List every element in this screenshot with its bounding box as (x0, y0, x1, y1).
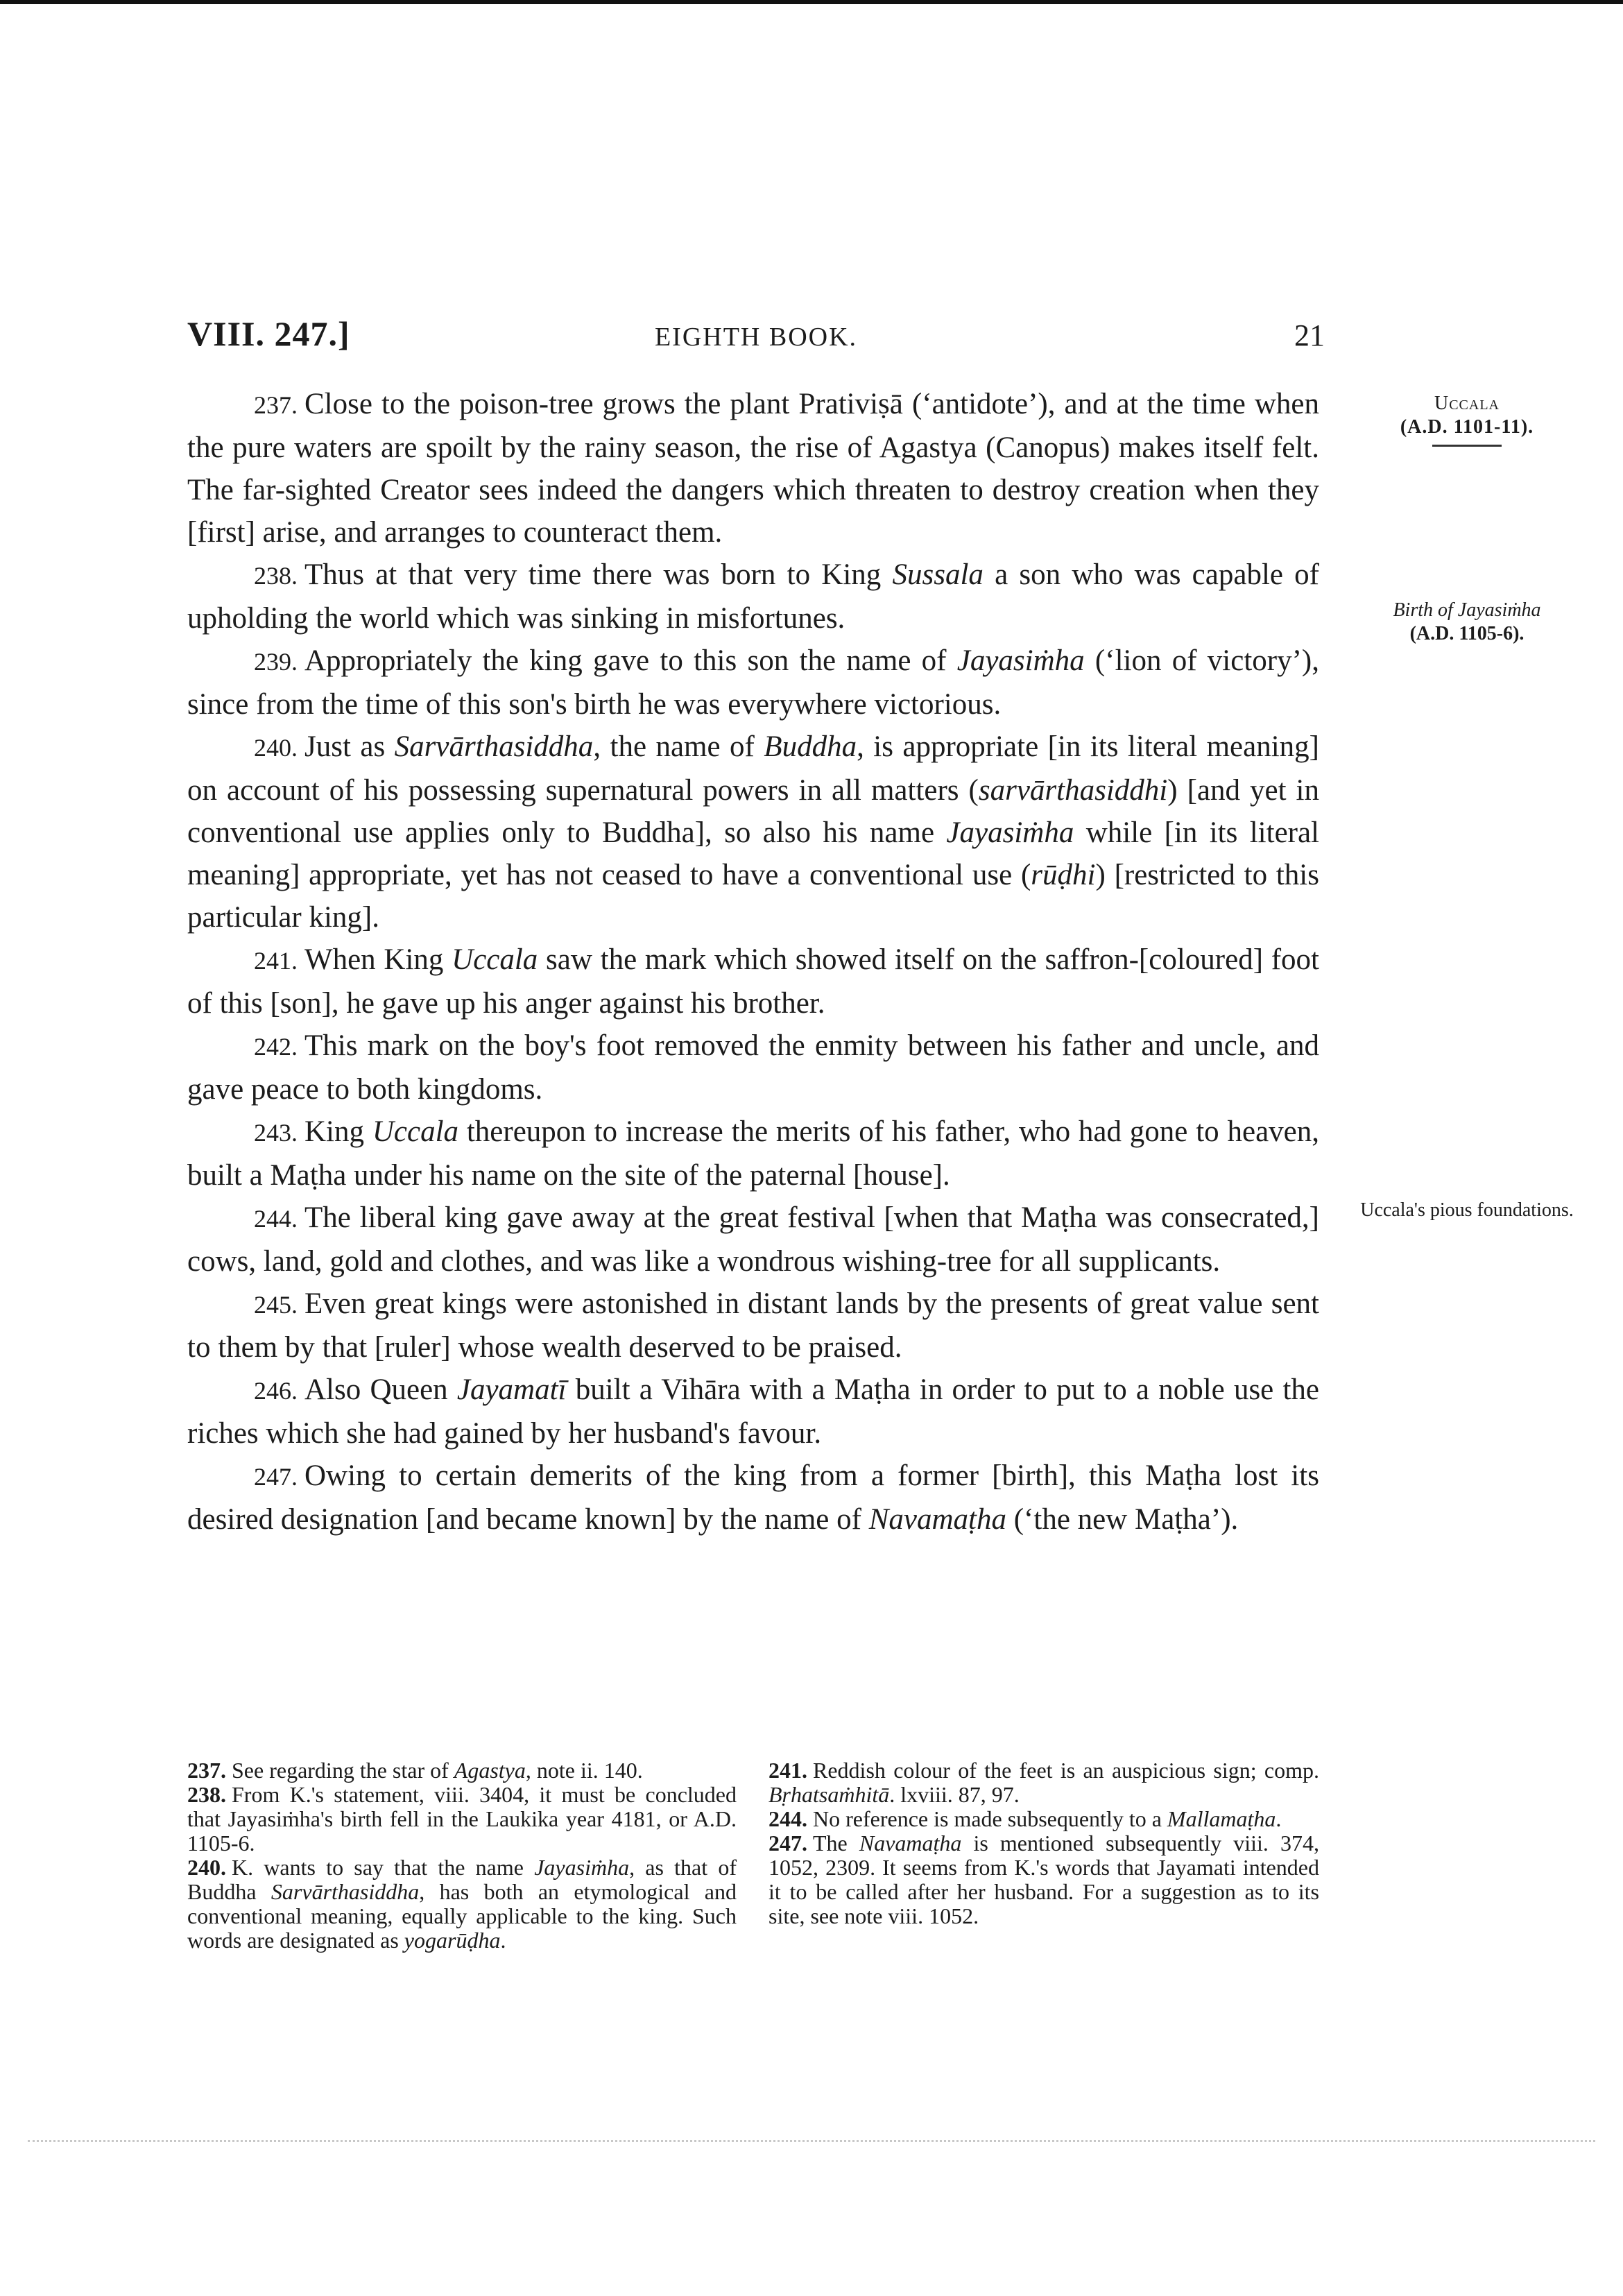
italic-text: Jayasiṁha (534, 1855, 630, 1880)
header-section-ref: VIII. 247.] (187, 314, 350, 353)
italic-text: Mallamaṭha (1167, 1806, 1276, 1831)
footnotes-left-column (187, 1758, 737, 1953)
page-number: 21 (1294, 318, 1325, 352)
text-run: This mark on the boy's foot removed the enmity between his father and uncle, and gave peace to both kingdoms. (187, 1029, 1319, 1106)
text-run: . lxviii. 87, 97. (889, 1782, 1020, 1807)
main-text (187, 383, 1319, 1541)
italic-text: Navamaṭha (868, 1503, 1006, 1536)
footnote-number: 241. (768, 1758, 807, 1783)
margin-note-rule (1432, 445, 1502, 447)
verse-paragraph (187, 383, 1319, 554)
footnote (187, 1856, 737, 1953)
verse-number: 239. (254, 648, 298, 676)
italic-text: sarvārthasiddhi (978, 774, 1168, 807)
text-run: The liberal king gave away at the great festival [when that Maṭha was consecrated,] cows, land, gold and clothes, and was like a wondrous wishing-tree for all supplicants. (187, 1201, 1319, 1278)
verse-number: 247. (254, 1463, 298, 1491)
text-run: . (1276, 1806, 1282, 1831)
verse-number: 242. (254, 1033, 298, 1061)
margin-note-title: Uccala's pious foundations. (1360, 1199, 1574, 1221)
verse-paragraph (187, 726, 1319, 939)
italic-text: Uccala (452, 943, 538, 976)
text-run: K. wants to say that the name (232, 1855, 535, 1880)
text-run: saw the mark which showed itself on the saffron-[coloured] foot of this [son], he gave up his anger against his brother. (187, 943, 1320, 1020)
text-run: , note ii. 140. (525, 1758, 643, 1783)
footnote (187, 1783, 737, 1856)
verse-paragraph (187, 1369, 1319, 1455)
margin-note-title: Uccala (1434, 393, 1500, 414)
italic-text: Navamaṭha (859, 1831, 962, 1856)
text-run: a son who was capable of upholding the world which was sinking in misfortunes. (187, 558, 1319, 635)
margin-note-title: Birth of Jayasiṁha (1393, 599, 1541, 621)
italic-text: Bṛhatsaṁhitā (768, 1782, 890, 1807)
text-run: is mentioned subsequently viii. 374, 1052, 2309. It seems from K.'s words that Jayamati intended it to be called after her husband. For a suggestion as to its site, see note viii. 1052. (768, 1831, 1320, 1928)
verse-paragraph (187, 1283, 1319, 1369)
italic-text: Agastya (454, 1758, 526, 1783)
italic-text: Buddha (764, 730, 857, 763)
verse-paragraph (187, 1111, 1319, 1197)
text-run: King (304, 1115, 372, 1148)
text-run: , as that of Buddha (187, 1855, 737, 1904)
text-run: The (813, 1831, 859, 1856)
italic-text: Sarvārthasiddha (394, 730, 594, 763)
text-run: thereupon to increase the merits of his father, who had gone to heaven, built a Maṭha under his name on the site of the paternal [house]. (187, 1115, 1320, 1192)
verse-number: 240. (254, 734, 298, 762)
text-run: Owing to certain demerits of the king from a former [birth], this Maṭha lost its desired designation [and became known] by the name of (187, 1459, 1319, 1536)
footnote (187, 1758, 737, 1783)
italic-text: Sussala (892, 558, 984, 591)
text-run: See regarding the star of (232, 1758, 454, 1783)
verse-number: 245. (254, 1291, 298, 1319)
verse-number: 238. (254, 562, 298, 590)
text-run: , the name of (593, 730, 764, 763)
margin-note-date: (A.D. 1101-11). (1400, 416, 1534, 438)
footnote-number: 244. (768, 1806, 807, 1831)
text-run: (‘lion of victory’), since from the time of this son's birth he was everywhere victorious. (187, 644, 1319, 721)
text-run: , is appropriate [in its literal meaning] on account of his possessing supernatural powers in all matters ( (187, 730, 1319, 807)
verse-paragraph (187, 1455, 1319, 1541)
verse-paragraph (187, 554, 1319, 640)
verse-number: 237. (254, 391, 298, 419)
scan-artifact-line (28, 2140, 1595, 2142)
margin-note-date: (A.D. 1105-6). (1409, 623, 1525, 644)
text-run: Reddish colour of the feet is an auspicious sign; comp. (813, 1758, 1319, 1783)
footnote (768, 1831, 1319, 1928)
text-run: while [in its literal meaning] appropriate, yet has not ceased to have a conventional use ( (187, 816, 1319, 891)
footnote (768, 1807, 1319, 1831)
text-run: No reference is made subsequently to a (813, 1806, 1167, 1831)
text-run: Close to the poison-tree grows the plant Prativiṣā (‘antidote’), and at the time when the pure waters are spoilt by the rainy season, the rise of Agastya (Canopus) makes itself felt. The far-sighted Creator sees indeed the dangers which threaten to destroy creation when they [first] arise, and arranges to counteract them. (187, 388, 1319, 549)
text-run: . (500, 1928, 506, 1953)
footnote (768, 1758, 1319, 1807)
text-run: Thus at that very time there was born to King (304, 558, 893, 591)
italic-text: rūḍhi (1031, 859, 1096, 891)
verse-number: 243. (254, 1119, 298, 1147)
verse-paragraph (187, 939, 1319, 1025)
text-run: Also Queen (304, 1373, 457, 1406)
verse-number: 246. (254, 1377, 298, 1405)
text-run: ) [restricted to this particular king]. (187, 859, 1319, 934)
verse-paragraph (187, 1025, 1319, 1111)
italic-text: Uccala (372, 1115, 459, 1148)
verse-number: 241. (254, 947, 298, 975)
text-run: Even great kings were astonished in distant lands by the presents of great value sent to them by that [ruler] whose wealth deserved to be praised. (187, 1287, 1319, 1364)
footnote-number: 238. (187, 1782, 226, 1807)
scan-top-border (0, 0, 1623, 4)
margin-note-foundations (1352, 1199, 1581, 1222)
text-run: When King (304, 943, 452, 976)
italic-text: Jayamatī (456, 1373, 567, 1406)
text-run: built a Vihāra with a Maṭha in order to put to a noble use the riches which she had gained by her husband's favour. (187, 1373, 1319, 1450)
verse-number: 244. (254, 1205, 298, 1233)
italic-text: Jayasiṁha (956, 644, 1085, 677)
footnote-number: 237. (187, 1758, 226, 1783)
text-run: Appropriately the king gave to this son the name of (304, 644, 957, 677)
header-book-title: EIGHTH BOOK. (654, 323, 858, 352)
margin-note-birth (1352, 599, 1581, 646)
text-run: From K.'s statement, viii. 3404, it must be concluded that Jayasiṁha's birth fell in the Laukika year 4181, or A.D. 1105-6. (187, 1782, 737, 1856)
margin-note-uccala (1352, 392, 1581, 447)
footnotes-right-column (768, 1758, 1319, 1928)
text-run: (‘the new Maṭha’). (1006, 1503, 1239, 1536)
verse-paragraph (187, 640, 1319, 726)
footnote-number: 247. (768, 1831, 807, 1856)
text-run: , has both an etymological and conventional meaning, equally applicable to the king. Such words are designated as (187, 1879, 737, 1953)
italic-text: yogarūḍha (404, 1928, 501, 1953)
italic-text: Sarvārthasiddha (270, 1879, 420, 1904)
running-header (187, 314, 1325, 362)
verse-paragraph (187, 1197, 1319, 1283)
italic-text: Jayasiṁha (946, 816, 1074, 849)
text-run: ) [and yet in conventional use applies only to Buddha], so also his name (187, 774, 1320, 849)
footnote-number: 240. (187, 1855, 226, 1880)
text-run: Just as (304, 730, 395, 763)
